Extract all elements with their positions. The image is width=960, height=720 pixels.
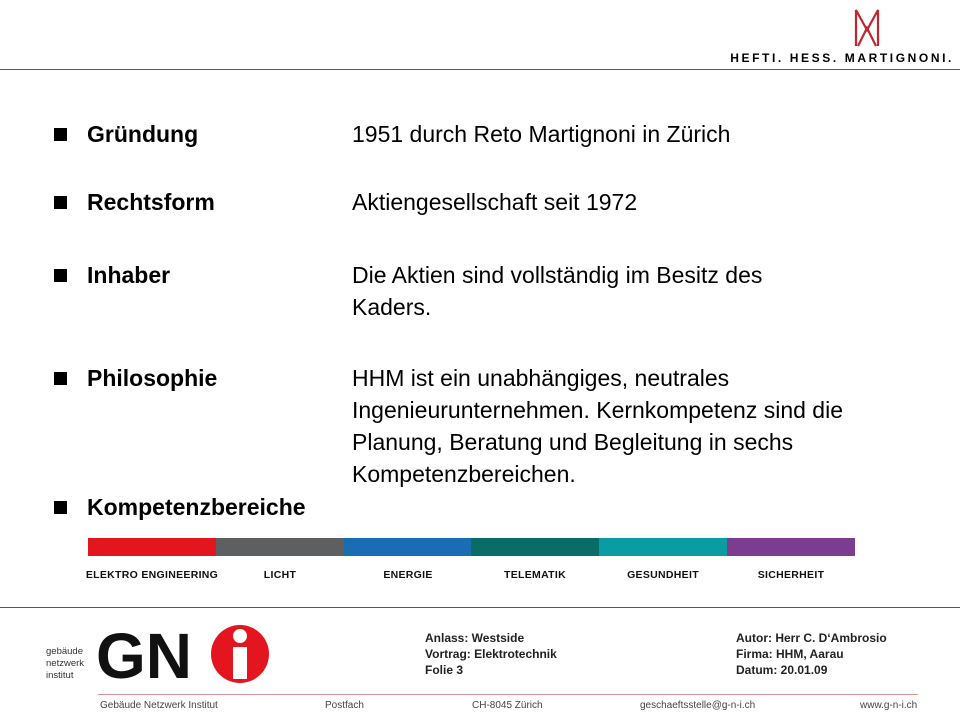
competence-bar-gesundheit [599,538,727,556]
competence-label: ENERGIE [383,569,433,581]
meta-autor: Autor: Herr C. D‘Ambrosio [736,631,887,645]
meta-folie: Folie 3 [425,663,464,677]
item-value: Die Aktien sind vollständig im Besitz des Kaders. [352,262,763,320]
bullet-icon [54,501,67,514]
header-divider [0,69,960,70]
footer-web[interactable]: www.g-n-i.ch [860,700,918,711]
footer-org: Gebäude Netzwerk Institut [100,700,218,711]
gni-side-line: netzwerk [46,658,85,669]
competence-bar-energie [344,538,471,556]
item-value: HHM ist ein unabhängiges, neutrales Ingenieurunternehmen. Kernkompetenz sind die Planung, Beratung und Begleitung in sechs Kompetenzbereichen. [352,365,843,487]
meta-firma: Firma: HHM, Aarau [736,647,844,661]
footer-divider [0,607,960,608]
footer-postfach: Postfach [325,700,364,711]
item-label: Kompetenzbereiche [87,494,306,520]
competence-label: TELEMATIK [504,569,566,581]
gni-side-line: institut [46,670,74,681]
bullet-icon [54,269,67,282]
gni-logo [96,623,276,685]
competence-bar-elektro [88,538,216,556]
bullet-icon [54,196,67,209]
meta-anlass: Anlass: Westside [425,631,525,645]
meta-vortrag: Vortrag: Elektrotechnik [425,647,557,661]
item-value: 1951 durch Reto Martignoni in Zürich [352,121,731,147]
footer-email[interactable]: geschaeftsstelle@g-n-i.ch [640,700,756,711]
item-label: Inhaber [87,262,171,288]
competence-label: LICHT [263,569,297,581]
competence-bar-telematik [471,538,599,556]
firm-name: HEFTI. HESS. MARTIGNONI. [730,51,954,65]
meta-left [425,630,557,678]
meta-right [736,630,887,678]
footer-city: CH-8045 Zürich [472,700,543,711]
bullet-icon [54,372,67,385]
hhm-monogram-icon [852,6,882,48]
competence-label: ELEKTRO ENGINEERING [85,569,219,581]
meta-datum: Datum: 20.01.09 [736,663,828,677]
competence-label: SICHERHEIT [757,569,825,581]
footer-red-line [98,694,918,695]
gni-letters: GN [96,623,192,685]
bullet-icon [54,128,67,141]
competence-label: GESUNDHEIT [627,569,699,581]
item-label: Rechtsform [87,189,215,215]
item-value: Aktiengesellschaft seit 1972 [352,189,638,215]
competence-bar-licht [216,538,344,556]
competence-bar-sicherheit [727,538,855,556]
gni-side-text [46,646,84,682]
item-label: Gründung [87,121,199,147]
gni-side-line: gebäude [46,646,83,657]
item-label: Philosophie [87,365,218,391]
